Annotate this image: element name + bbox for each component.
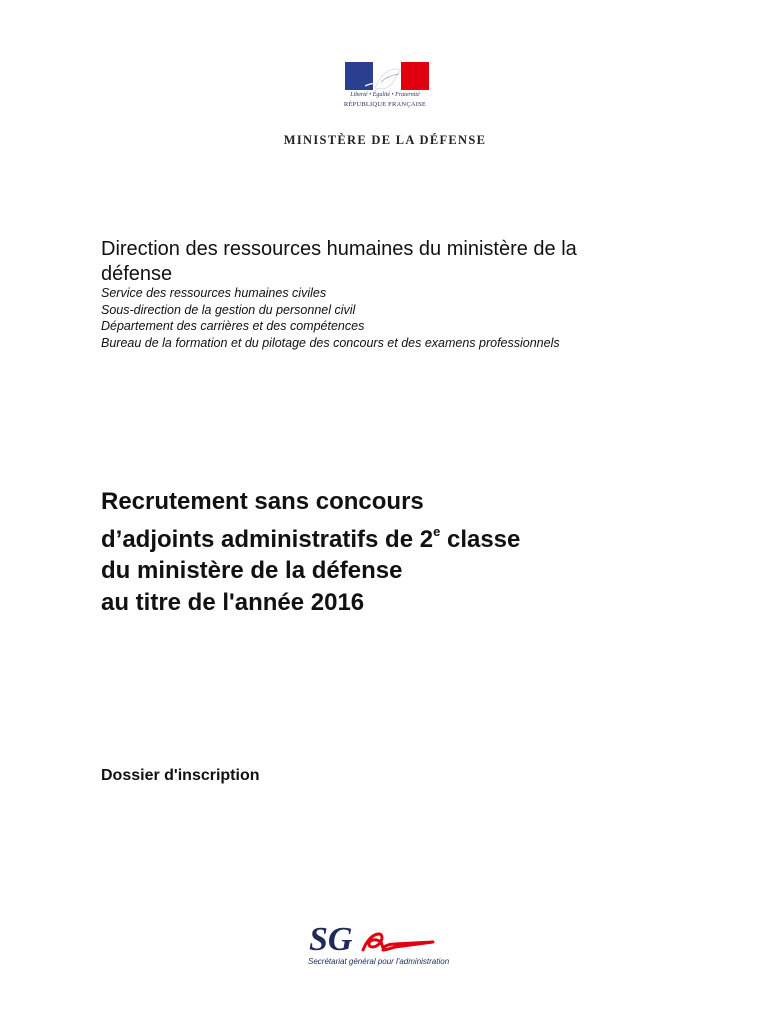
sga-letters: SG [309, 921, 353, 956]
dossier-subtitle: Dossier d'inscription [101, 767, 260, 784]
service-line: Département des carrières et des compétences [101, 319, 365, 333]
title-line-4: au titre de l'année 2016 [101, 588, 365, 616]
marianne-flag-icon [345, 62, 429, 90]
republique-francaise-label: RÉPUBLIQUE FRANÇAISE [343, 101, 427, 108]
title-line-2 [101, 518, 721, 556]
republic-motto: Liberté • Égalité • Fraternité [350, 92, 420, 98]
sga-caption: Secrétariat général pour l'administration [308, 957, 450, 966]
service-hierarchy [101, 285, 741, 351]
service-line: Bureau de la formation et du pilotage des concours et des examens professionnels [101, 335, 560, 350]
direction-line-2: défense [101, 263, 173, 285]
sga-logo-icon [307, 920, 467, 956]
document-title [101, 486, 721, 618]
direction-heading [101, 237, 701, 287]
title-line-2-suffix: classe [440, 525, 521, 553]
direction-line-1: Direction des ressources humaines du ministère de la [101, 238, 577, 260]
ministry-name: MINISTÈRE DE LA DÉFENSE [283, 133, 487, 147]
title-line-2-text: d’adjoints administratifs de 2 [101, 525, 434, 553]
service-line: Service des ressources humaines civiles [101, 286, 327, 300]
title-line-3: du ministère de la défense [101, 557, 403, 584]
sga-logo [307, 920, 467, 970]
republique-francaise-logo [333, 62, 437, 114]
service-line: Sous-direction de la gestion du personnel civil [101, 302, 356, 317]
title-superscript: e [433, 523, 441, 539]
title-line-1: Recrutement sans concours [101, 488, 424, 515]
